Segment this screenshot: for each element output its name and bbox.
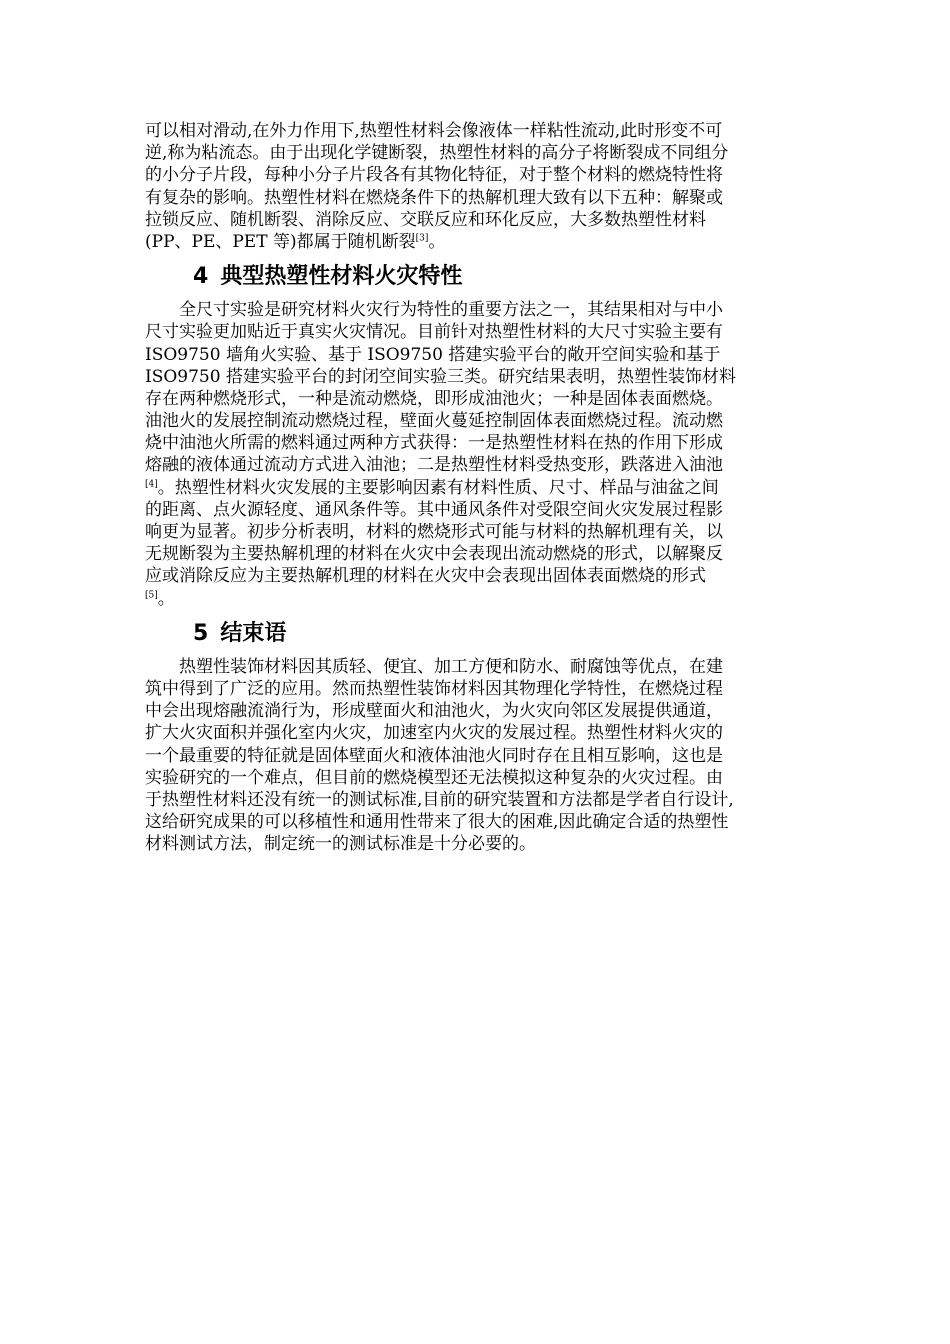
paragraph-line: 无规断裂为主要热解机理的材料在火灾中会表现出流动燃烧的形式，以解聚反: [145, 544, 723, 565]
document-page: [145, 120, 825, 855]
paragraph-line: 筑中得到了广泛的应用。然而热塑性装饰材料因其物理化学特性，在燃烧过程: [145, 678, 723, 699]
line-end: 。: [428, 231, 446, 252]
paragraph-line: 扩大火灾面积并强化室内火灾，加速室内火灾的发展过程。热塑性材料火灾的: [145, 723, 723, 744]
section-5-heading: [193, 620, 825, 648]
paragraph-line: 烧中油池火所需的燃料通过两种方式获得：一是热塑性材料在热的作用下形成: [145, 433, 723, 454]
line-text: (PP、PE、PET 等)都属于随机断裂: [145, 231, 416, 252]
paragraph-line: 一个最重要的特征就是固体壁面火和液体油池火同时存在且相互影响，这也是: [145, 745, 723, 766]
paragraph-line: [145, 588, 825, 610]
paragraph-line: 实验研究的一个难点，但目前的燃烧模型还无法模拟这种复杂的火灾过程。由: [145, 767, 723, 788]
section-title: 典型热塑性材料火灾特性: [220, 264, 463, 290]
paragraph-line: 逆,称为粘流态。由于出现化学键断裂，热塑性材料的高分子将断裂成不同组分: [145, 143, 729, 164]
paragraph-line: 的距离、点火源轻度、通风条件等。其中通风条件对受限空间火灾发展过程影: [145, 499, 723, 520]
line-end: 。: [157, 588, 175, 609]
section-3-tail: [145, 120, 825, 253]
section-title: 结束语: [220, 620, 287, 646]
section-4-body: [145, 299, 825, 610]
paragraph-line: 存在两种燃烧形式，一种是流动燃烧，即形成油池火；一种是固体表面燃烧。: [145, 388, 723, 409]
paragraph-line: [145, 231, 825, 253]
paragraph-line: 有复杂的影响。热塑性材料在燃烧条件下的热解机理大致有以下五种：解聚或: [145, 187, 723, 208]
paragraph-line: 这给研究成果的可以移植性和通用性带来了很大的困难,因此确定合适的热塑性: [145, 812, 729, 833]
line-text: 。热塑性材料火灾发展的主要影响因素有材料性质、尺寸、样品与油盆之间: [157, 477, 719, 498]
paragraph-line: ISO9750 搭建实验平台的封闭空间实验三类。研究结果表明，热塑性装饰材料: [145, 366, 736, 387]
paragraph-line: 熔融的液体通过流动方式进入油池；二是热塑性材料受热变形，跌落进入油池: [145, 455, 723, 476]
paragraph-line: 油池火的发展控制流动燃烧过程，壁面火蔓延控制固体表面燃烧过程。流动燃: [145, 411, 723, 432]
citation-ref-5: [5]: [145, 589, 158, 600]
citation-ref-3: [3]: [415, 233, 429, 244]
paragraph-line: 响更为显著。初步分析表明，材料的燃烧形式可能与材料的热解机理有关，以: [145, 522, 723, 542]
section-4-heading: [193, 263, 825, 291]
paragraph-line: ISO9750 墙角火实验、基于 ISO9750 搭建实验平台的敞开空间实验和基于: [145, 344, 721, 365]
citation-ref-4: [4]: [145, 478, 158, 489]
paragraph-line: 于热塑性材料还没有统一的测试标准,目前的研究装置和方法都是学者自行设计,: [145, 789, 734, 810]
section-number: 5: [193, 620, 209, 646]
paragraph-line: 中会出现熔融流淌行为，形成壁面火和油池火，为火灾向邻区发展提供通道，: [145, 701, 723, 722]
section-5-body: [145, 656, 825, 856]
paragraph-line: 尺寸实验更加贴近于真实火灾情况。目前针对热塑性材料的大尺寸实验主要有: [145, 322, 723, 343]
paragraph-line: 热塑性装饰材料因其质轻、便宜、加工方便和防水、耐腐蚀等优点，在建: [145, 656, 723, 677]
section-number: 4: [193, 264, 209, 290]
paragraph-line: [145, 477, 825, 499]
paragraph-line: 材料测试方法，制定统一的测试标准是十分必要的。: [145, 834, 536, 855]
paragraph-line: 拉锁反应、随机断裂、消除反应、交联反应和环化反应，大多数热塑性材料: [145, 209, 706, 230]
paragraph-line: 的小分子片段，每种小分子片段各有其物化特征，对于整个材料的燃烧特性将: [145, 165, 723, 186]
paragraph-line: 应或消除反应为主要热解机理的材料在火灾中会表现出固体表面燃烧的形式: [145, 566, 706, 587]
paragraph-line: 可以相对滑动,在外力作用下,热塑性材料会像液体一样粘性流动,此时形变不可: [145, 121, 723, 141]
paragraph-line: 全尺寸实验是研究材料火灾行为特性的重要方法之一，其结果相对与中小: [145, 300, 723, 321]
